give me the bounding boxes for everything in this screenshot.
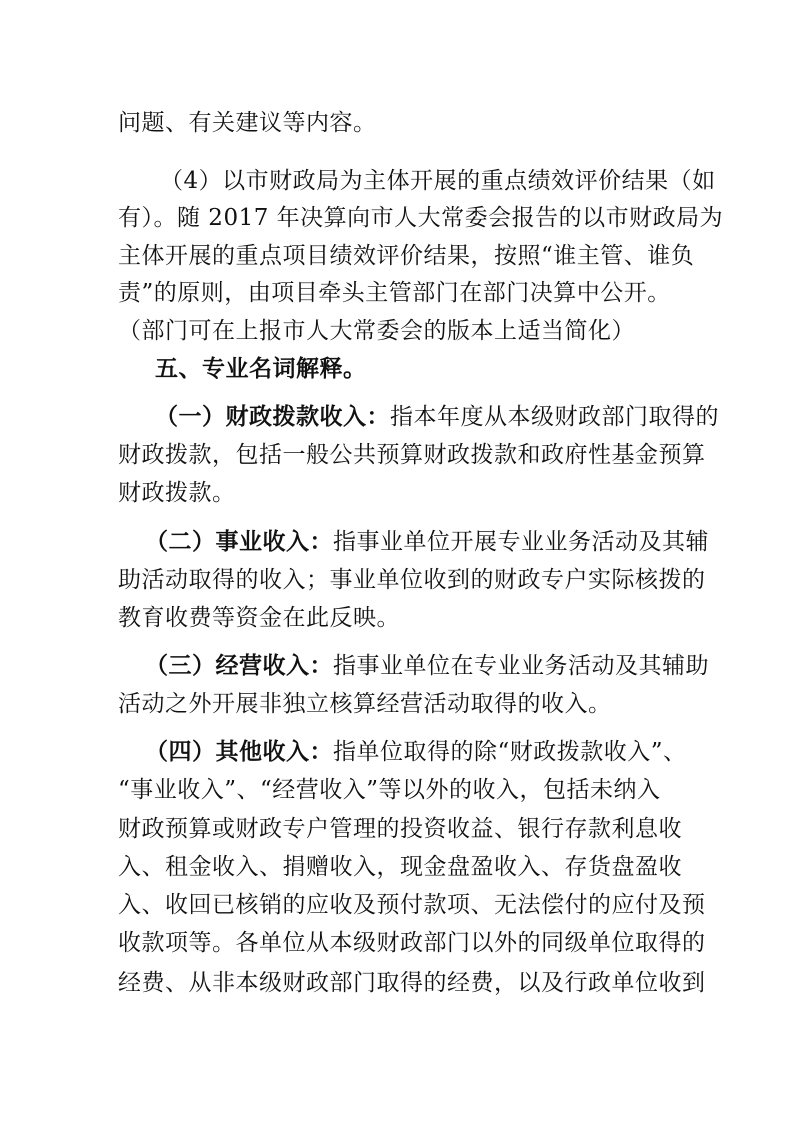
text-line-3 [118,199,723,237]
term-business-income [145,523,709,561]
text-line-6 [118,312,635,350]
term-other-income [145,733,687,771]
line-text: “事业收入”、“经营收入”等以外的收入，包括未纳入 [118,777,661,803]
text-line-4 [118,237,694,275]
line-text: 助活动取得的收入；事业单位收到的财政专户实际核拨的 [118,567,706,593]
line-text: 主体开展的重点项目绩效评价结果，按照“谁主管、谁负 [118,243,695,269]
line-text: 收款项等。各单位从本级财政部门以外的同级单位取得的 [118,930,706,956]
term-label: （四）其他收入： [145,738,333,765]
line-text: （部门可在上报市人大常委会的版本上适当简化） [118,318,635,344]
heading-text: 五、专业名词解释。 [155,355,367,382]
text-line-1 [118,104,377,142]
text-line-9 [118,436,706,474]
line-text: 问题、有关建议等内容。 [118,110,377,136]
line-text: 活动之外开展非独立核算经营活动取得的收入。 [118,691,612,717]
term-definition: 指本年度从本级财政部门取得的 [390,404,719,430]
line-text: 有）。随 2017 年决算向市人大常委会报告的以市财政局为 [118,205,724,231]
line-text: 财政拨款。 [118,480,236,506]
line-text: 入、租金收入、捐赠收入，现金盘盈收入、存货盘盈收 [118,854,682,880]
line-text: 财政预算或财政专户管理的投资收益、银行存款利息收 [118,816,682,842]
text-line-20 [118,886,706,924]
text-line-12 [118,561,706,599]
section-heading [155,350,367,388]
line-text: （4）以市财政局为主体开展的重点绩效评价结果（如 [160,168,716,194]
term-definition: 指事业单位开展专业业务活动及其辅 [333,529,709,555]
text-line-18 [118,810,682,848]
line-text: 教育收费等资金在此反映。 [118,605,400,631]
line-text: 入、收回已核销的应收及预付款项、无法偿付的应付及预 [118,892,706,918]
text-line-2 [160,162,716,200]
text-line-10 [118,474,236,512]
text-line-5 [118,274,671,312]
text-line-15 [118,685,612,723]
text-line-22 [118,964,706,1002]
term-label: （一）财政拨款收入： [155,403,390,430]
text-line-21 [118,924,706,962]
text-line-13 [118,599,400,637]
line-text: 财政拨款，包括一般公共预算财政拨款和政府性基金预算 [118,442,706,468]
text-line-17 [118,771,661,809]
term-definition: 指事业单位在专业业务活动及其辅助 [333,653,709,679]
line-text: 责”的原则，由项目牵头主管部门在部门决算中公开。 [118,280,671,306]
term-fiscal-appropriation [155,398,719,436]
term-label: （三）经营收入： [145,652,333,679]
term-definition: 指单位取得的除“财政拨款收入”、 [333,739,687,765]
term-operating-income [145,647,709,685]
line-text: 经费、从非本级财政部门取得的经费，以及行政单位收到 [118,970,706,996]
term-label: （二）事业收入： [145,528,333,555]
text-line-19 [118,848,682,886]
